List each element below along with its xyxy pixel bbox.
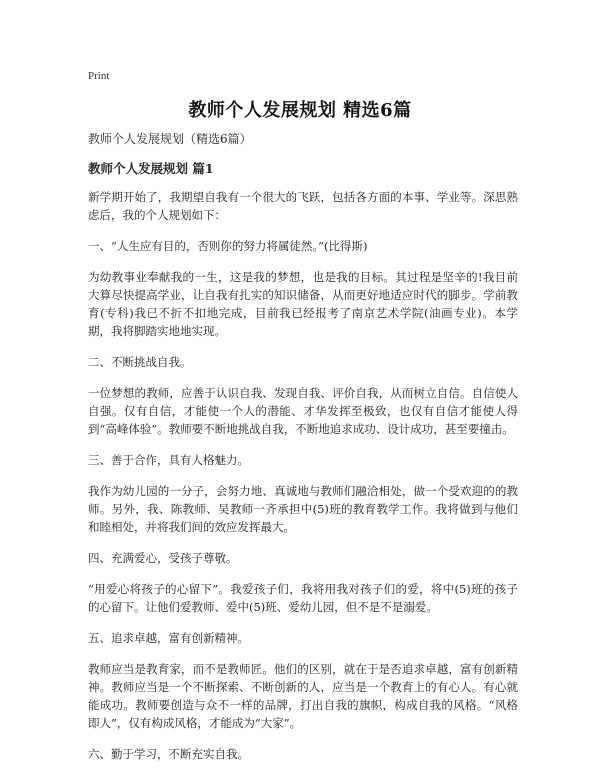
paragraph: 三、善于合作，具有人格魅力。 — [88, 453, 249, 467]
section-heading: 教师个人发展规划 篇1 — [88, 161, 214, 176]
paragraph: 我作为幼儿园的一分子，会努力地、真诚地与教师们融洽相处，做一个受欢迎的的教师。另外，我、陈教师、吴教师一齐承担中(5)班的教育教学工作。我将做到与他们和睦相处，并将我们间的效应发挥最大。 — [88, 484, 518, 534]
paragraph: “用爱心将孩子的心留下”。我爱孩子们，我将用我对孩子们的爱，将中(5)班的孩子的心留下。让他们爱教师、爱中(5)班、爱幼儿园，但不是不是溺爱。 — [88, 582, 518, 614]
page-title: 教师个人发展规划 精选6篇 — [188, 100, 412, 121]
document-subtitle: 教师个人发展规划（精选6篇） — [88, 132, 252, 146]
paragraph: 新学期开始了，我期望自我有一个很大的飞跃，包括各方面的本事、学业等。深思熟虑后，我的个人规划如下： — [88, 190, 518, 222]
paragraph: 四、充满爱心，受孩子尊敬。 — [88, 551, 238, 565]
paragraph: 五、追求卓越，富有创新精神。 — [88, 631, 249, 645]
paragraph: 教师应当是教育家，而不是教师匠。他们的区别，就在于是否追求卓越，富有创新精神。教师应当是一个不断探索、不断创新的人，应当是一个教育上的有心人。有心就能成功。教师要创造与众不一样的品牌，打出自我的旗帜，构成自我的风格。“风格即人”，仅有构成风格，才能成为“大家”。 — [88, 662, 518, 730]
paragraph: 二、不断挑战自我。 — [88, 355, 192, 369]
paragraph: 六、勤于学习，不断充实自我。 — [88, 747, 249, 761]
paragraph: 为幼教事业奉献我的一生，这是我的梦想，也是我的目标。其过程是坚辛的!我目前大算尽快提高学业，让自我有扎实的知识储备，从而更好地适应时代的脚步。学前教育(专科)我已不折不扣地完成，目前我已经报考了南京艺术学院(油画专业)。本学期，我将脚踏实地地实现。 — [88, 270, 518, 338]
document-body — [88, 130, 518, 776]
paragraph: 一位梦想的教师，应善于认识自我、发现自我、评价自我，从而树立自信。自信使人自强。仅有自信，才能使一个人的潜能、才华发挥至极致，也仅有自信才能使人得到“高峰体验”。教师要不断地挑战自我，不断地追求成功、设计成功，甚至要撞击。 — [88, 386, 518, 436]
print-label[interactable]: Print — [88, 70, 110, 82]
paragraph: 一、“人生应有目的，否则你的努力将属徒然。”(比得斯) — [88, 239, 368, 253]
